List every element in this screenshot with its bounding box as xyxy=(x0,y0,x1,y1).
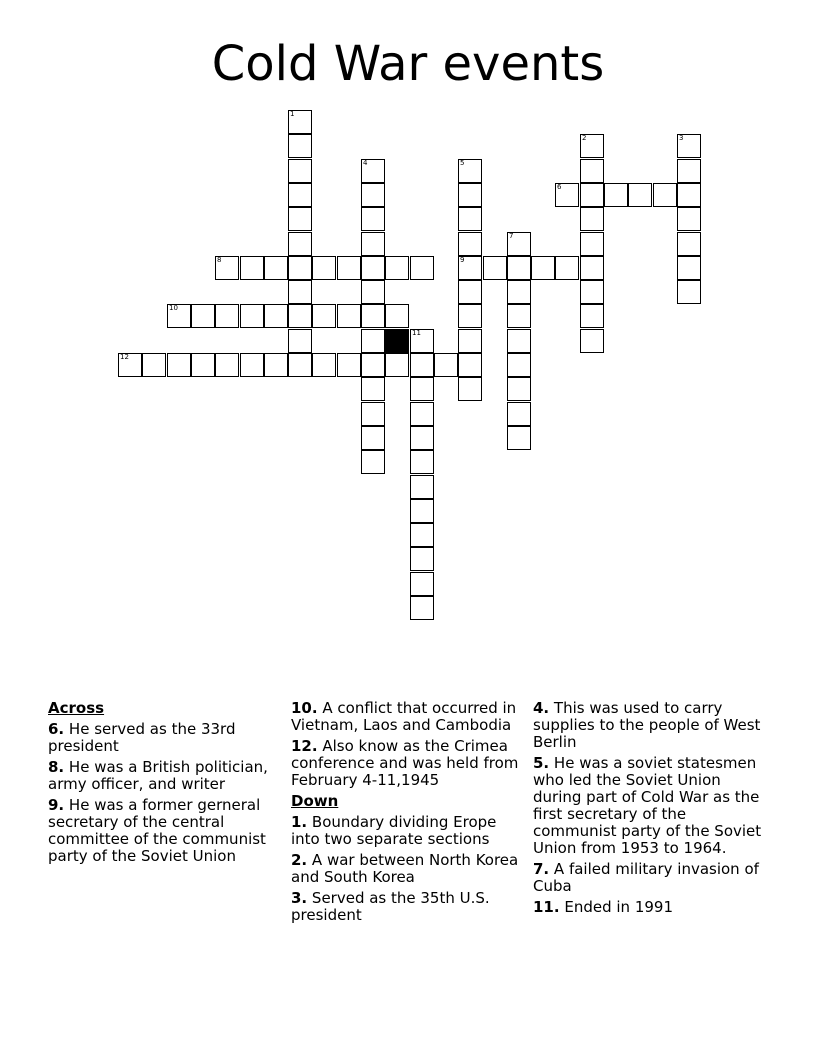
grid-cell[interactable] xyxy=(361,402,385,426)
clue-column-1 xyxy=(48,700,284,869)
clue-number: 2. xyxy=(291,851,308,869)
clue-number-label: 4 xyxy=(363,159,368,167)
grid-cell[interactable] xyxy=(215,353,239,377)
grid-cell[interactable] xyxy=(677,134,701,158)
grid-cell[interactable] xyxy=(410,450,434,474)
clue-number: 12. xyxy=(291,737,318,755)
clue-text: A war between North Korea and South Korea xyxy=(291,851,519,886)
clue-number-label: 7 xyxy=(509,232,514,240)
grid-cell[interactable] xyxy=(361,207,385,231)
down-clue-7 xyxy=(533,861,769,895)
grid-cell[interactable] xyxy=(361,232,385,256)
grid-cell[interactable] xyxy=(580,256,604,280)
grid-cell[interactable] xyxy=(410,353,434,377)
grid-cell[interactable] xyxy=(312,304,336,328)
clue-number-label: 11 xyxy=(412,329,421,337)
grid-cell[interactable] xyxy=(361,329,385,353)
grid-cell[interactable] xyxy=(264,353,288,377)
grid-cell[interactable] xyxy=(191,353,215,377)
clue-number-label: 10 xyxy=(169,304,178,312)
clue-number: 4. xyxy=(533,699,550,717)
grid-cell[interactable] xyxy=(458,280,482,304)
grid-cell[interactable] xyxy=(458,353,482,377)
clue-text: This was used to carry supplies to the people of West Berlin xyxy=(533,699,761,751)
clue-number: 11. xyxy=(533,898,560,916)
grid-cell[interactable] xyxy=(458,377,482,401)
grid-cell[interactable] xyxy=(580,329,604,353)
grid-cell[interactable] xyxy=(240,353,264,377)
clue-number: 1. xyxy=(291,813,308,831)
clue-column-3 xyxy=(533,700,769,920)
grid-cell[interactable] xyxy=(507,426,531,450)
grid-cell[interactable] xyxy=(580,134,604,158)
clue-number: 9. xyxy=(48,796,65,814)
grid-cell[interactable] xyxy=(215,304,239,328)
grid-cell[interactable] xyxy=(507,377,531,401)
grid-cell[interactable] xyxy=(361,256,385,280)
grid-cell[interactable] xyxy=(142,353,166,377)
grid-cell[interactable] xyxy=(458,183,482,207)
clue-number-label: 1 xyxy=(290,110,295,118)
grid-cell[interactable] xyxy=(118,353,142,377)
down-clue-4 xyxy=(533,700,769,751)
grid-cell[interactable] xyxy=(677,280,701,304)
grid-cell[interactable] xyxy=(580,232,604,256)
grid-cell[interactable] xyxy=(458,159,482,183)
clue-text: He was a British politician, army officer, and writer xyxy=(48,758,268,793)
grid-cell[interactable] xyxy=(410,329,434,353)
across-clue-8 xyxy=(48,759,284,793)
grid-cell[interactable] xyxy=(361,304,385,328)
across-clue-6 xyxy=(48,721,284,755)
grid-cell[interactable] xyxy=(580,280,604,304)
grid-cell[interactable] xyxy=(458,207,482,231)
grid-cell[interactable] xyxy=(507,280,531,304)
down-clue-1 xyxy=(291,814,527,848)
grid-cell[interactable] xyxy=(507,256,531,280)
down-clue-5 xyxy=(533,755,769,857)
grid-cell[interactable] xyxy=(167,304,191,328)
grid-cell[interactable] xyxy=(240,304,264,328)
grid-cell[interactable] xyxy=(361,377,385,401)
grid-cell[interactable] xyxy=(458,329,482,353)
grid-cell[interactable] xyxy=(361,450,385,474)
grid-cell[interactable] xyxy=(677,232,701,256)
clue-number: 7. xyxy=(533,860,550,878)
clue-number-label: 8 xyxy=(217,256,222,264)
grid-cell[interactable] xyxy=(677,207,701,231)
grid-cell[interactable] xyxy=(288,207,312,231)
grid-cell[interactable] xyxy=(288,329,312,353)
grid-cell[interactable] xyxy=(677,159,701,183)
grid-cell[interactable] xyxy=(507,353,531,377)
grid-cell[interactable] xyxy=(410,547,434,571)
clue-number: 8. xyxy=(48,758,65,776)
grid-cell[interactable] xyxy=(385,304,409,328)
grid-cell[interactable] xyxy=(580,159,604,183)
grid-cell[interactable] xyxy=(677,183,701,207)
clue-number: 5. xyxy=(533,754,550,772)
grid-cell[interactable] xyxy=(531,256,555,280)
down-clue-2 xyxy=(291,852,527,886)
across-clue-12 xyxy=(291,738,527,789)
clue-number: 3. xyxy=(291,889,308,907)
clue-number-label: 3 xyxy=(679,134,684,142)
grid-cell[interactable] xyxy=(385,256,409,280)
grid-cell[interactable] xyxy=(361,353,385,377)
down-clue-11 xyxy=(533,899,769,916)
grid-cell[interactable] xyxy=(555,183,579,207)
grid-cell[interactable] xyxy=(288,183,312,207)
grid-cell[interactable] xyxy=(264,256,288,280)
grid-cell[interactable] xyxy=(240,256,264,280)
grid-cell[interactable] xyxy=(458,256,482,280)
grid-cell[interactable] xyxy=(507,329,531,353)
grid-cell[interactable] xyxy=(410,572,434,596)
grid-cell[interactable] xyxy=(288,353,312,377)
grid-cell[interactable] xyxy=(507,304,531,328)
across-heading: Across xyxy=(48,699,105,717)
grid-cell[interactable] xyxy=(288,134,312,158)
grid-cell[interactable] xyxy=(361,426,385,450)
grid-cell[interactable] xyxy=(410,475,434,499)
clue-text: Also know as the Crimea conference and was held from February 4-11,1945 xyxy=(291,737,519,789)
grid-cell[interactable] xyxy=(483,256,507,280)
grid-cell[interactable] xyxy=(337,304,361,328)
grid-cell[interactable] xyxy=(507,232,531,256)
grid-cell[interactable] xyxy=(288,110,312,134)
clue-text: Ended in 1991 xyxy=(564,898,673,916)
grid-cell[interactable] xyxy=(580,304,604,328)
black-cell xyxy=(385,329,409,353)
grid-cell[interactable] xyxy=(580,207,604,231)
grid-cell[interactable] xyxy=(410,523,434,547)
grid-cell[interactable] xyxy=(458,232,482,256)
grid-cell[interactable] xyxy=(653,183,677,207)
grid-cell[interactable] xyxy=(337,353,361,377)
grid-cell[interactable] xyxy=(410,377,434,401)
grid-cell[interactable] xyxy=(288,256,312,280)
grid-cell[interactable] xyxy=(288,304,312,328)
clue-text: A conflict that occurred in Vietnam, Laos and Cambodia xyxy=(291,699,517,734)
clue-text: Boundary dividing Erope into two separate sections xyxy=(291,813,497,848)
clue-number: 6. xyxy=(48,720,65,738)
grid-cell[interactable] xyxy=(167,353,191,377)
clue-number-label: 2 xyxy=(582,134,587,142)
grid-cell[interactable] xyxy=(580,183,604,207)
grid-cell[interactable] xyxy=(312,353,336,377)
clue-text: He was a soviet statesmen who led the Soviet Union during part of Cold War as the first secretary of the communist party of the Soviet Union from 1953 to 1964. xyxy=(533,754,762,857)
clue-number-label: 5 xyxy=(460,159,465,167)
clue-number-label: 6 xyxy=(557,183,562,191)
grid-cell[interactable] xyxy=(507,402,531,426)
grid-cell[interactable] xyxy=(434,353,458,377)
across-clue-9 xyxy=(48,797,284,865)
clue-number: 10. xyxy=(291,699,318,717)
grid-cell[interactable] xyxy=(385,353,409,377)
grid-cell[interactable] xyxy=(191,304,215,328)
clue-text: A failed military invasion of Cuba xyxy=(533,860,759,895)
grid-cell[interactable] xyxy=(361,183,385,207)
grid-cell[interactable] xyxy=(410,499,434,523)
grid-cell[interactable] xyxy=(604,183,628,207)
grid-cell[interactable] xyxy=(288,159,312,183)
grid-cell[interactable] xyxy=(264,304,288,328)
grid-cell[interactable] xyxy=(677,256,701,280)
clue-column-2 xyxy=(291,700,527,928)
clue-text: Served as the 35th U.S. president xyxy=(291,889,490,924)
grid-cell[interactable] xyxy=(215,256,239,280)
grid-cell[interactable] xyxy=(288,232,312,256)
down-heading: Down xyxy=(291,792,339,810)
grid-cell[interactable] xyxy=(410,402,434,426)
across-clue-10 xyxy=(291,700,527,734)
grid-cell[interactable] xyxy=(410,426,434,450)
grid-cell[interactable] xyxy=(555,256,579,280)
grid-cell[interactable] xyxy=(361,280,385,304)
clue-text: He was a former gerneral secretary of the central committee of the communist party of the Soviet Union xyxy=(48,796,266,865)
clue-number-label: 12 xyxy=(120,353,129,361)
grid-cell[interactable] xyxy=(361,159,385,183)
clue-text: He served as the 33rd president xyxy=(48,720,236,755)
down-clue-3 xyxy=(291,890,527,924)
clue-number-label: 9 xyxy=(460,256,465,264)
grid-cell[interactable] xyxy=(337,256,361,280)
grid-cell[interactable] xyxy=(288,280,312,304)
grid-cell[interactable] xyxy=(312,256,336,280)
grid-cell[interactable] xyxy=(410,596,434,620)
puzzle-title: Cold War events xyxy=(211,36,605,92)
grid-cell[interactable] xyxy=(628,183,652,207)
grid-cell[interactable] xyxy=(458,304,482,328)
grid-cell[interactable] xyxy=(410,256,434,280)
